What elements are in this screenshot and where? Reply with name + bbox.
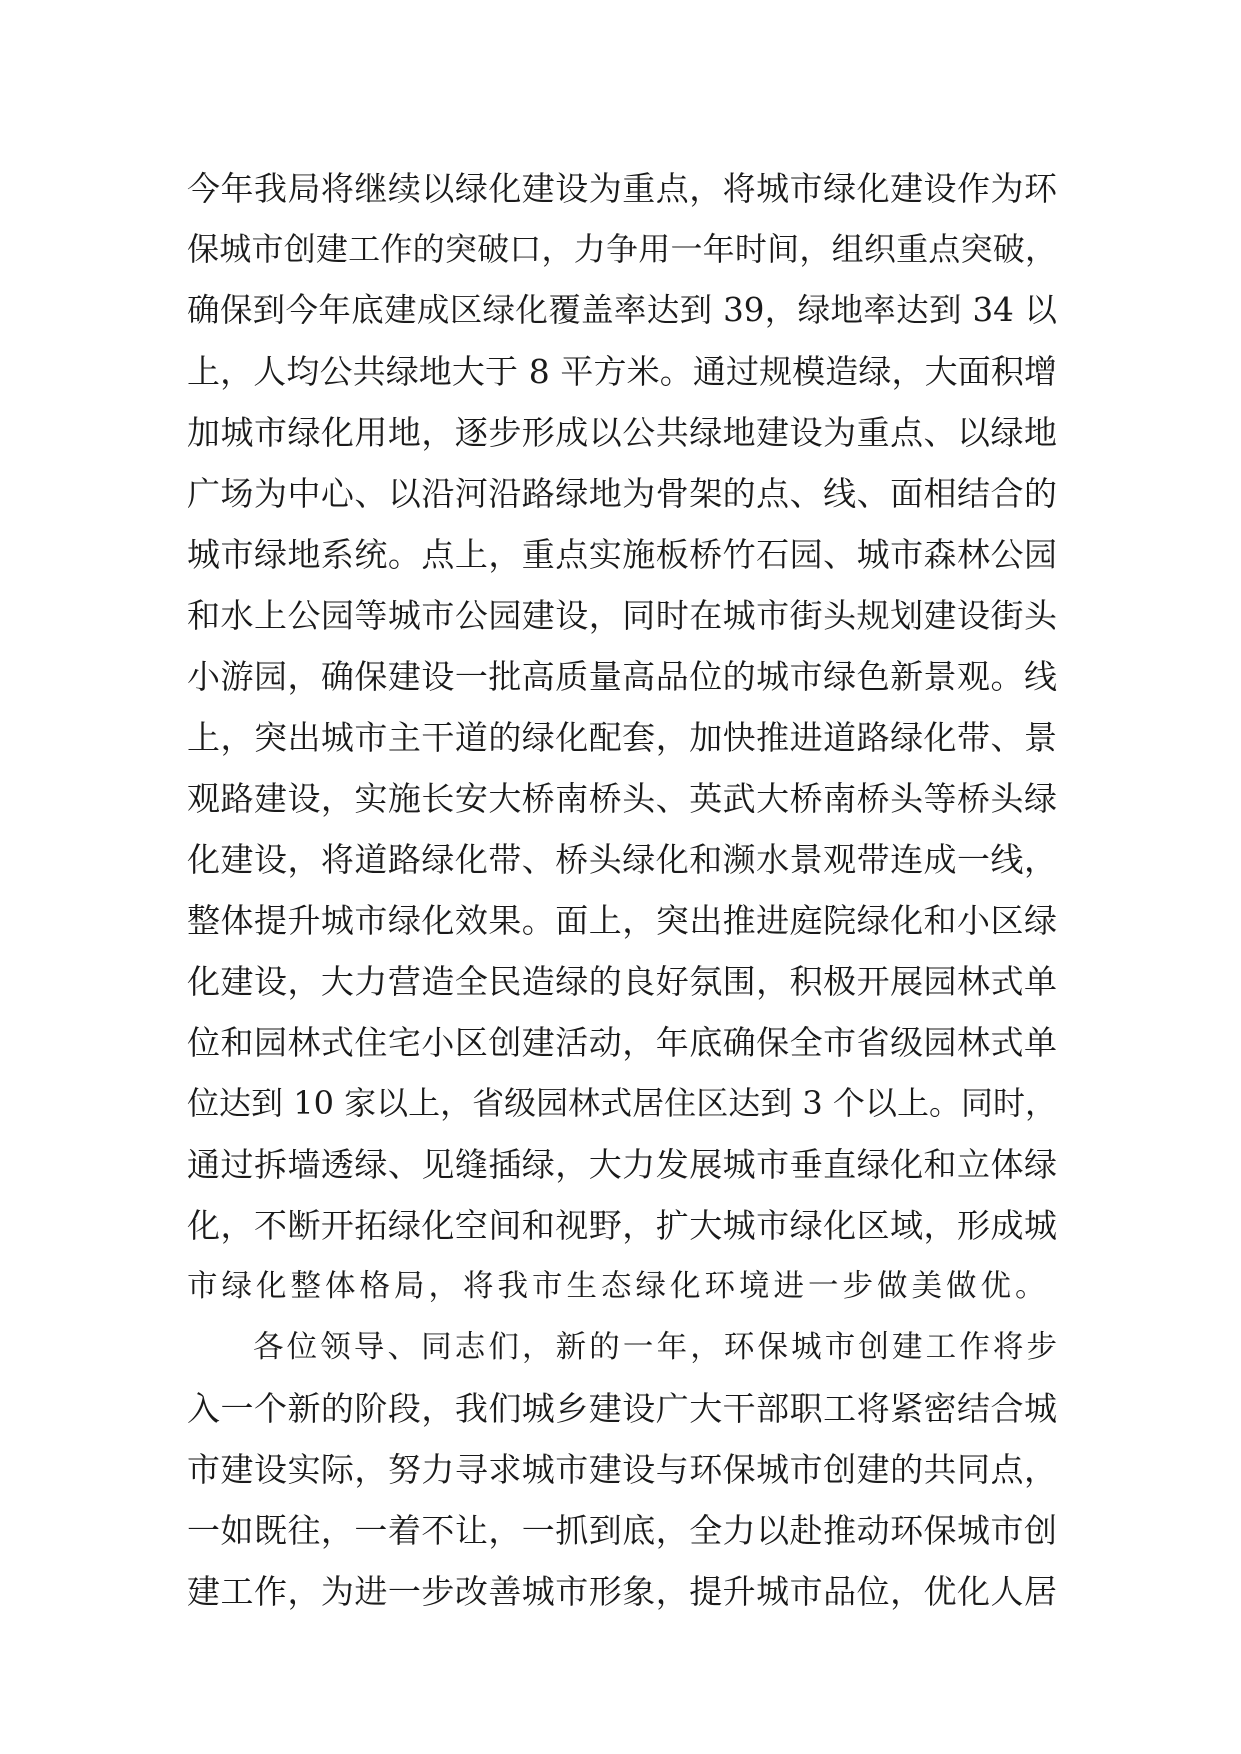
text-line: 一如既往，一着不让，一抓到底，全力以赴推动环保城市创 — [187, 1511, 1057, 1550]
text-line: 保城市创建工作的突破口，力争用一年时间，组织重点突破， — [187, 230, 1057, 268]
text-line: 今年我局将继续以绿化建设为重点，将城市绿化建设作为环 — [187, 169, 1057, 208]
text-line: 观路建设，实施长安大桥南桥头、英武大桥南桥头等桥头绿 — [187, 779, 1057, 818]
text-line: 化，不断开拓绿化空间和视野，扩大城市绿化区域，形成城 — [187, 1206, 1057, 1245]
text-line: 建工作，为进一步改善城市形象，提升城市品位，优化人居 — [187, 1572, 1057, 1611]
text-line: 上，突出城市主干道的绿化配套，加快推进道路绿化带、景 — [187, 718, 1057, 757]
body-text — [187, 158, 1057, 1622]
text-line: 广场为中心、以沿河沿路绿地为骨架的点、线、面相结合的 — [187, 474, 1057, 513]
text-line: 入一个新的阶段，我们城乡建设广大干部职工将紧密结合城 — [187, 1389, 1057, 1428]
text-line: 市绿化整体格局，将我市生态绿化环境进一步做美做优。 — [187, 1269, 1050, 1304]
text-line: 化建设，将道路绿化带、桥头绿化和濒水景观带连成一线， — [187, 840, 1057, 879]
text-line: 上，人均公共绿地大于 8 平方米。通过规模造绿，大面积增 — [187, 352, 1057, 391]
text-line: 小游园，确保建设一批高质量高品位的城市绿色新景观。线 — [187, 657, 1057, 696]
text-line: 化建设，大力营造全民造绿的良好氛围，积极开展园林式单 — [187, 962, 1057, 1001]
text-line: 位和园林式住宅小区创建活动，年底确保全市省级园林式单 — [187, 1023, 1057, 1062]
text-line: 通过拆墙透绿、见缝插绿，大力发展城市垂直绿化和立体绿 — [187, 1145, 1057, 1184]
text-line: 城市绿地系统。点上，重点实施板桥竹石园、城市森林公园 — [187, 535, 1057, 574]
text-line: 位达到 10 家以上，省级园林式居住区达到 3 个以上。同时， — [187, 1084, 1057, 1122]
text-line: 各位领导、同志们，新的一年，环保城市创建工作将步 — [253, 1330, 1057, 1365]
text-line: 市建设实际，努力寻求城市建设与环保城市创建的共同点， — [187, 1450, 1057, 1489]
text-line: 和水上公园等城市公园建设，同时在城市街头规划建设街头 — [187, 596, 1057, 635]
text-line: 整体提升城市绿化效果。面上，突出推进庭院绿化和小区绿 — [187, 901, 1057, 940]
text-line: 确保到今年底建成区绿化覆盖率达到 39，绿地率达到 34 以 — [187, 291, 1057, 329]
text-line: 加城市绿化用地，逐步形成以公共绿地建设为重点、以绿地 — [187, 413, 1057, 452]
